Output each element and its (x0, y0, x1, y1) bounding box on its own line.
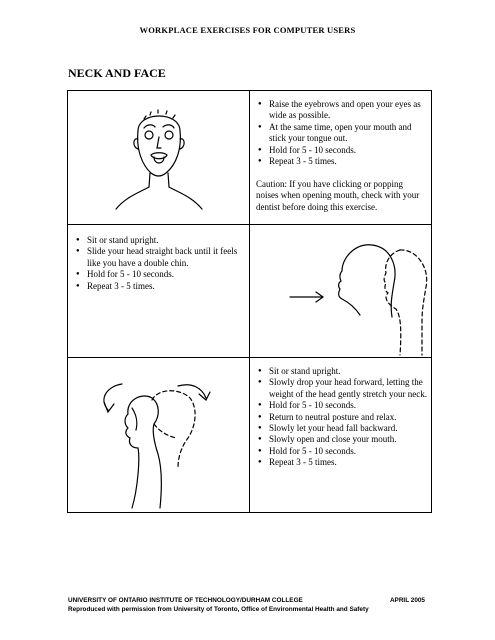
step-item: ● Slowly let your head fall backward. (256, 423, 428, 434)
face-stretch-illustration-cell (68, 91, 250, 225)
chin-tuck-illustration-cell (250, 225, 431, 358)
neck-flex-instructions (250, 358, 431, 512)
face-stretch-illustration (68, 91, 250, 225)
page-header: WORKPLACE EXERCISES FOR COMPUTER USERS (139, 25, 356, 35)
footer-permission: Reproduced with permission from University of Toronto, Office of Environmental Health and Safety (68, 606, 369, 613)
chin-tuck-steps (74, 235, 246, 292)
step-item: ● Hold for 5 - 10 seconds. (256, 446, 428, 457)
step-item: ● Sit or stand upright. (74, 235, 246, 246)
step-item: ● Raise the eyebrows and open your eyes as wide as possible. (256, 99, 428, 122)
step-item: ● Slide your head straight back until it feels like you have a double chin. (74, 246, 246, 269)
step-item: ● Hold for 5 - 10 seconds. (256, 145, 428, 156)
face-stretch-instructions (250, 91, 431, 225)
neck-flex-illustration (68, 358, 250, 512)
footer-institution-name: UNIVERSITY OF ONTARIO INSTITUTE OF TECHNOLOGY/DURHAM COLLEGE (68, 597, 303, 604)
step-item: ● Repeat 3 - 5 times. (256, 156, 428, 167)
step-item: ● Slowly drop your head forward, letting the weight of the head gently stretch your neck. (256, 377, 428, 400)
footer-institution (68, 596, 369, 614)
caution-note: Caution: If you have clicking or popping noises when opening mouth, check with your dentist before doing this exercise. (256, 179, 420, 212)
step-item: ● Return to neutral posture and relax. (256, 412, 428, 423)
neck-flex-illustration-cell (68, 358, 250, 512)
chin-tuck-instructions (68, 225, 250, 358)
exercise-table (67, 90, 432, 513)
step-item: ● Repeat 3 - 5 times. (256, 457, 428, 468)
section-title: NECK AND FACE (68, 66, 166, 80)
step-item: ● At the same time, open your mouth and stick your tongue out. (256, 122, 428, 145)
chin-tuck-illustration (250, 225, 431, 358)
step-item: ● Hold for 5 - 10 seconds. (256, 400, 428, 411)
step-item: ● Hold for 5 - 10 seconds. (74, 269, 246, 280)
step-item: ● Sit or stand upright. (256, 366, 428, 377)
face-stretch-steps (256, 99, 428, 167)
step-item: ● Repeat 3 - 5 times. (74, 281, 246, 292)
step-item: ● Slowly open and close your mouth. (256, 434, 428, 445)
neck-flex-steps (256, 366, 428, 469)
footer-date: APRIL 2005 (389, 597, 425, 604)
